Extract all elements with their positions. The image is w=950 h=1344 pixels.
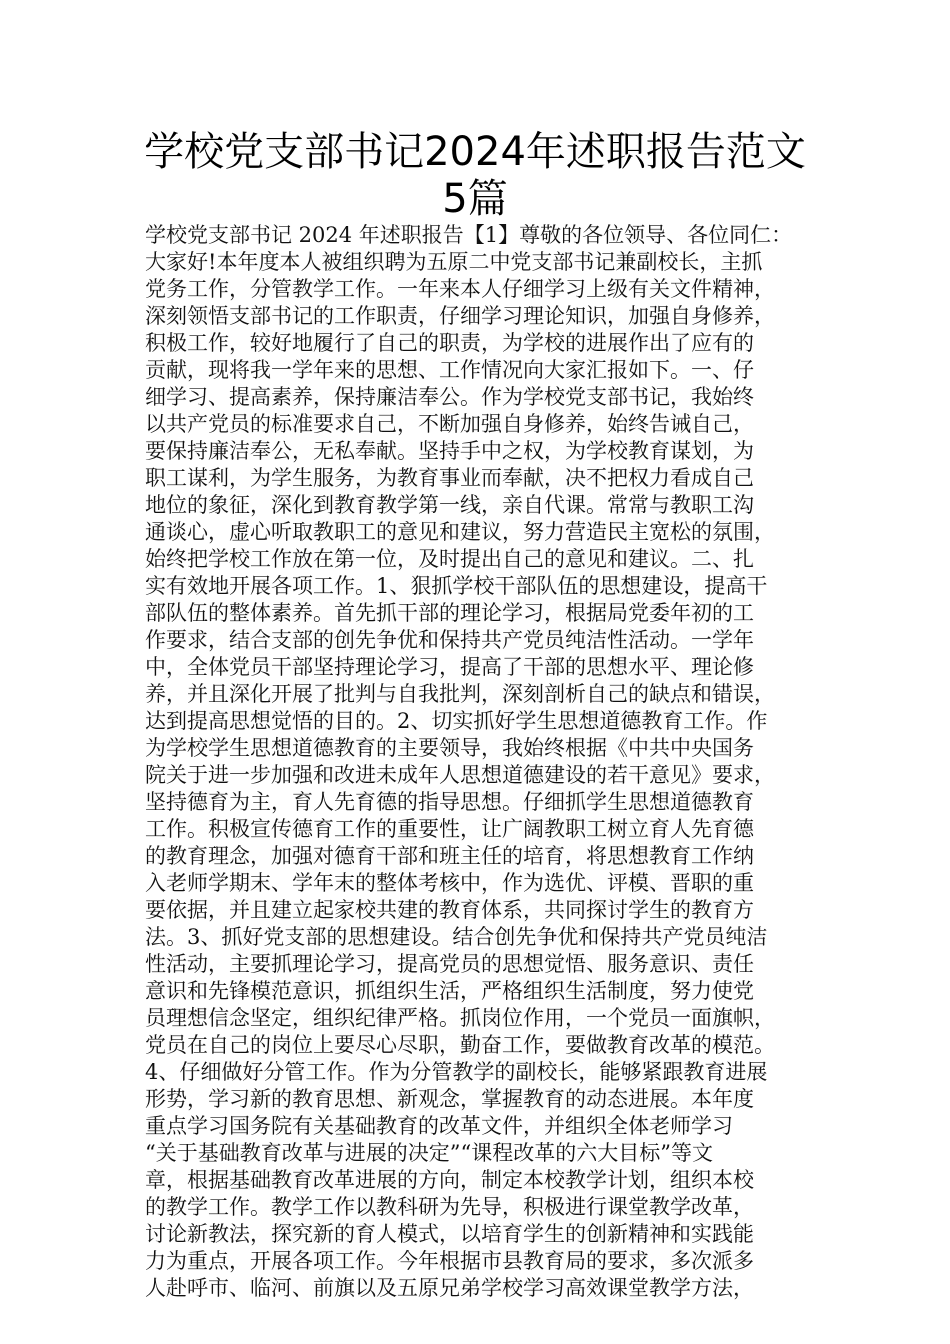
body-line: 的教育理念，加强对德育干部和班主任的培育，将思想教育工作纳 [145, 844, 754, 868]
body-line: 始终把学校工作放在第一位，及时提出自己的意见和建议。二、扎 [145, 547, 754, 571]
document-title: 学校党支部书记2024年述职报告范文5篇 [144, 129, 806, 222]
body-line: 中，全体党员干部坚持理论学习，提高了干部的思想水平、理论修 [145, 655, 754, 679]
body-line: 入老师学期末、学年末的整体考核中，作为选优、评模、晋职的重 [145, 871, 754, 895]
body-line: 为学校学生思想道德教育的主要领导，我始终根据《中共中央国务 [145, 736, 754, 760]
body-line: 党务工作，分管教学工作。一年来本人仔细学习上级有关文件精神， [145, 277, 775, 301]
body-line: 院关于进一步加强和改进未成年人思想道德建设的若干意见》要求， [145, 763, 775, 787]
body-line: 要保持廉洁奉公，无私奉献。坚持手中之权，为学校教育谋划，为 [145, 439, 754, 463]
body-line: 大家好!本年度本人被组织聘为五原二中党支部书记兼副校长，主抓 [145, 250, 763, 274]
body-line: 形势，学习新的教育思想、新观念，掌握教育的动态进展。本年度 [145, 1087, 754, 1111]
body-line: 性活动，主要抓理论学习，提高党员的思想觉悟、服务意识、责任 [145, 952, 754, 976]
body-line: 的教学工作。教学工作以教科研为先导，积极进行课堂教学改革， [145, 1195, 754, 1219]
body-line: 坚持德育为主，育人先育德的指导思想。仔细抓学生思想道德教育 [145, 790, 754, 814]
body-line: 工作。积极宣传德育工作的重要性，让广阔教职工树立育人先育德 [145, 817, 754, 841]
body-line: “关于基础教育改革与进展的决定”“课程改革的六大目标”等文 [145, 1141, 713, 1165]
body-line: 通谈心，虚心听取教职工的意见和建议，努力营造民主宽松的氛围， [145, 520, 775, 544]
body-line: 意识和先锋模范意识，抓组织生活，严格组织生活制度，努力使党 [145, 979, 754, 1003]
body-line: 讨论新教法，探究新的育人模式，以培育学生的创新精神和实践能 [145, 1222, 754, 1246]
body-line: 学校党支部书记 2024 年述职报告【1】尊敬的各位领导、各位同仁： [145, 223, 793, 247]
body-line: 要依据，并且建立起家校共建的教育体系，共同探讨学生的教育方 [145, 898, 754, 922]
body-line: 细学习、提高素养，保持廉洁奉公。作为学校党支部书记，我始终 [145, 385, 754, 409]
body-line: 职工谋利，为学生服务，为教育事业而奉献，决不把权力看成自己 [145, 466, 754, 490]
body-line: 重点学习国务院有关基础教育的改革文件，并组织全体老师学习 [145, 1114, 733, 1138]
body-line: 人赴呼市、临河、前旗以及五原兄弟学校学习高效课堂教学方法， [145, 1276, 754, 1300]
body-line: 部队伍的整体素养。首先抓干部的理论学习，根据局党委年初的工 [145, 601, 754, 625]
body-line: 以共产党员的标准要求自己，不断加强自身修养，始终告诫自己， [145, 412, 754, 436]
body-line: 深刻领悟支部书记的工作职责，仔细学习理论知识，加强自身修养， [145, 304, 775, 328]
body-line: 法。3、抓好党支部的思想建设。结合创先争优和保持共产党员纯洁 [145, 925, 768, 949]
body-line: 章，根据基础教育改革进展的方向，制定本校教学计划，组织本校 [145, 1168, 754, 1192]
document-body [145, 222, 807, 1302]
body-line: 养，并且深化开展了批判与自我批判，深刻剖析自己的缺点和错误， [145, 682, 775, 706]
body-line: 党员在自己的岗位上要尽心尽职，勤奋工作，要做教育改革的模范。 [145, 1033, 775, 1057]
body-line: 积极工作，较好地履行了自己的职责，为学校的进展作出了应有的 [145, 331, 754, 355]
body-line: 贡献，现将我一学年来的思想、工作情况向大家汇报如下。一、仔 [145, 358, 754, 382]
body-line: 作要求，结合支部的创先争优和保持共产党员纯洁性活动。一学年 [145, 628, 754, 652]
body-line: 力为重点，开展各项工作。今年根据市县教育局的要求，多次派多 [145, 1249, 754, 1273]
body-line: 4、仔细做好分管工作。作为分管教学的副校长，能够紧跟教育进展 [145, 1060, 768, 1084]
body-line: 达到提高思想觉悟的目的。2、切实抓好学生思想道德教育工作。作 [145, 709, 768, 733]
body-line: 员理想信念坚定，组织纪律严格。抓岗位作用，一个党员一面旗帜， [145, 1006, 775, 1030]
body-line: 地位的象征，深化到教育教学第一线，亲自代课。常常与教职工沟 [145, 493, 754, 517]
body-line: 实有效地开展各项工作。1、狠抓学校干部队伍的思想建设，提高干 [145, 574, 768, 598]
